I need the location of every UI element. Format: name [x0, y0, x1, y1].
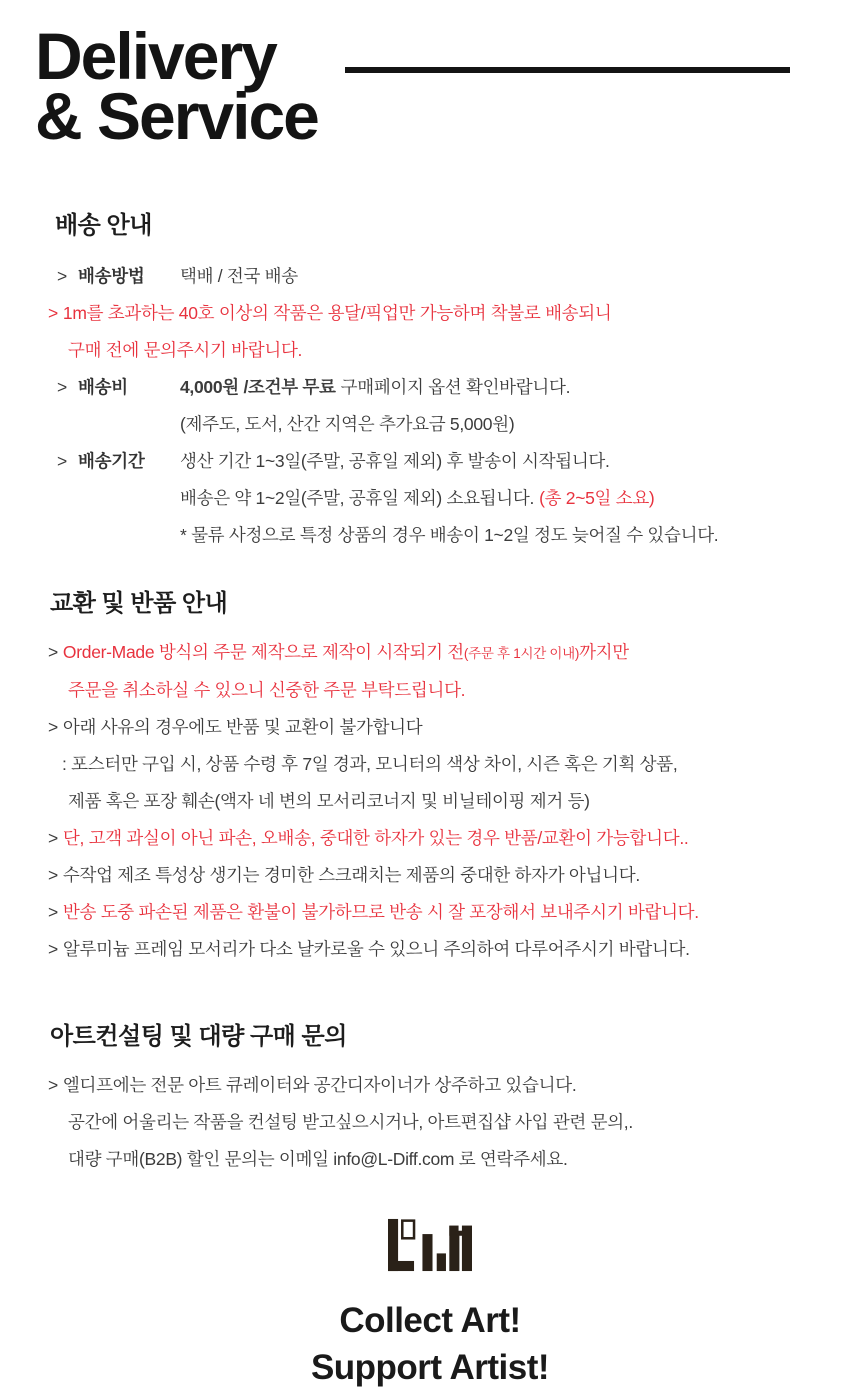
- l-diff-logo-icon: [388, 1218, 472, 1277]
- shipping-period-line1: 생산 기간 1~3일(주말, 공휴일 제외) 후 발송이 시작됩니다.: [180, 451, 610, 471]
- chevron-icon: >: [57, 266, 67, 286]
- returns-no-return-detail1: : 포스터만 구입 시, 상품 수령 후 7일 경과, 모니터의 색상 차이, 시즌 혹은 기획 상품,: [62, 754, 678, 774]
- footer-slogan-line2: Support Artist!: [310, 1348, 550, 1387]
- chevron-icon: >: [48, 1075, 58, 1095]
- footer: [0, 1218, 860, 1391]
- shipping-period-row: [57, 443, 860, 480]
- order-made-small-note: (주문 후 1시간 이내): [463, 646, 580, 661]
- returns-heading: 교환 및 반품 안내: [50, 590, 228, 617]
- returns-order-made-line2: 주문을 취소하실 수 있으니 신중한 주문 부탁드립니다.: [68, 680, 466, 700]
- shipping-fee-value: 4,000원 /조건부 무료 구매페이지 옵션 확인바랍니다.: [180, 377, 571, 397]
- shipping-period-label: 배송기간: [78, 451, 145, 471]
- chevron-icon: >: [48, 717, 58, 737]
- shipping-method-value: 택배 / 전국 배송: [180, 266, 298, 286]
- consulting-line2: 공간에 어울리는 작품을 컨설팅 받고싶으시거나, 아트편집샵 사입 관련 문의,.: [68, 1112, 633, 1132]
- shipping-fee-row: [57, 369, 860, 406]
- consulting-line3-with-email: 대량 구매(B2B) 할인 문의는 이메일 info@L-Diff.com 로 연락주세요.: [68, 1149, 568, 1169]
- returns-section: [0, 583, 860, 968]
- chevron-icon: >: [48, 865, 58, 885]
- returns-return-shipping-line: > 반송 도중 파손된 제품은 환불이 불가하므로 반송 시 잘 포장해서 보내주시기 바랍니다.: [48, 894, 860, 931]
- chevron-icon: >: [48, 939, 58, 959]
- page-title: [35, 19, 318, 153]
- shipping-section: [0, 205, 860, 554]
- returns-no-return-detail2: 제품 혹은 포장 훼손(액자 네 변의 모서리코너지 및 비닐테이핑 제거 등): [68, 791, 590, 811]
- consulting-line1: > 엘디프에는 전문 아트 큐레이터와 공간디자이너가 상주하고 있습니다.: [48, 1067, 860, 1104]
- consulting-section: [0, 1016, 860, 1178]
- chevron-icon: >: [48, 902, 58, 922]
- shipping-period-line2: 배송은 약 1~2일(주말, 공휴일 제외) 소요됩니다. (총 2~5일 소요): [180, 488, 655, 508]
- returns-aluminum-line: > 알루미늄 프레임 모서리가 다소 날카로울 수 있으니 주의하여 다루어주시기 바랍니다.: [48, 931, 860, 968]
- chevron-icon: >: [48, 642, 58, 662]
- returns-no-return-intro: > 아래 사유의 경우에도 반품 및 교환이 불가합니다: [48, 709, 860, 746]
- footer-slogan: [0, 1297, 860, 1391]
- shipping-fee-note: (제주도, 도서, 산간 지역은 추가요금 5,000원): [180, 414, 515, 434]
- returns-exception-line: > 단, 고객 과실이 아닌 파손, 오배송, 중대한 하자가 있는 경우 반품/교환이 가능합니다..: [48, 820, 860, 857]
- chevron-icon: >: [48, 828, 58, 848]
- consulting-heading: 아트컨설팅 및 대량 구매 문의: [50, 1023, 347, 1050]
- shipping-method-label: 배송방법: [78, 266, 145, 286]
- page-title-line1: Delivery: [35, 19, 276, 93]
- shipping-oversize-line1: > 1m를 초과하는 40호 이상의 작품은 용달/픽업만 가능하며 착불로 배송되니: [48, 295, 860, 332]
- shipping-fee-label: 배송비: [78, 377, 128, 397]
- returns-order-made-line1: > Order-Made 방식의 주문 제작으로 제작이 시작되기 전(주문 후 1시간 이내)까지만: [48, 634, 860, 672]
- page-title-line2: & Service: [35, 79, 318, 153]
- shipping-method-row: [57, 258, 860, 295]
- chevron-icon: >: [57, 451, 67, 471]
- shipping-oversize-line2: 구매 전에 문의주시기 바랍니다.: [68, 340, 303, 360]
- footer-slogan-line1: Collect Art!: [339, 1301, 521, 1340]
- chevron-icon: >: [57, 377, 67, 397]
- shipping-period-note: * 물류 사정으로 특정 상품의 경우 배송이 1~2일 정도 늦어질 수 있습니다.: [180, 525, 719, 545]
- shipping-period-total-red: (총 2~5일 소요): [539, 488, 655, 508]
- returns-scratch-line: > 수작업 제조 특성상 생기는 경미한 스크래치는 제품의 중대한 하자가 아닙니다.: [48, 857, 860, 894]
- shipping-heading: 배송 안내: [55, 212, 152, 239]
- title-rule-line: [345, 67, 790, 73]
- chevron-icon: >: [48, 303, 58, 323]
